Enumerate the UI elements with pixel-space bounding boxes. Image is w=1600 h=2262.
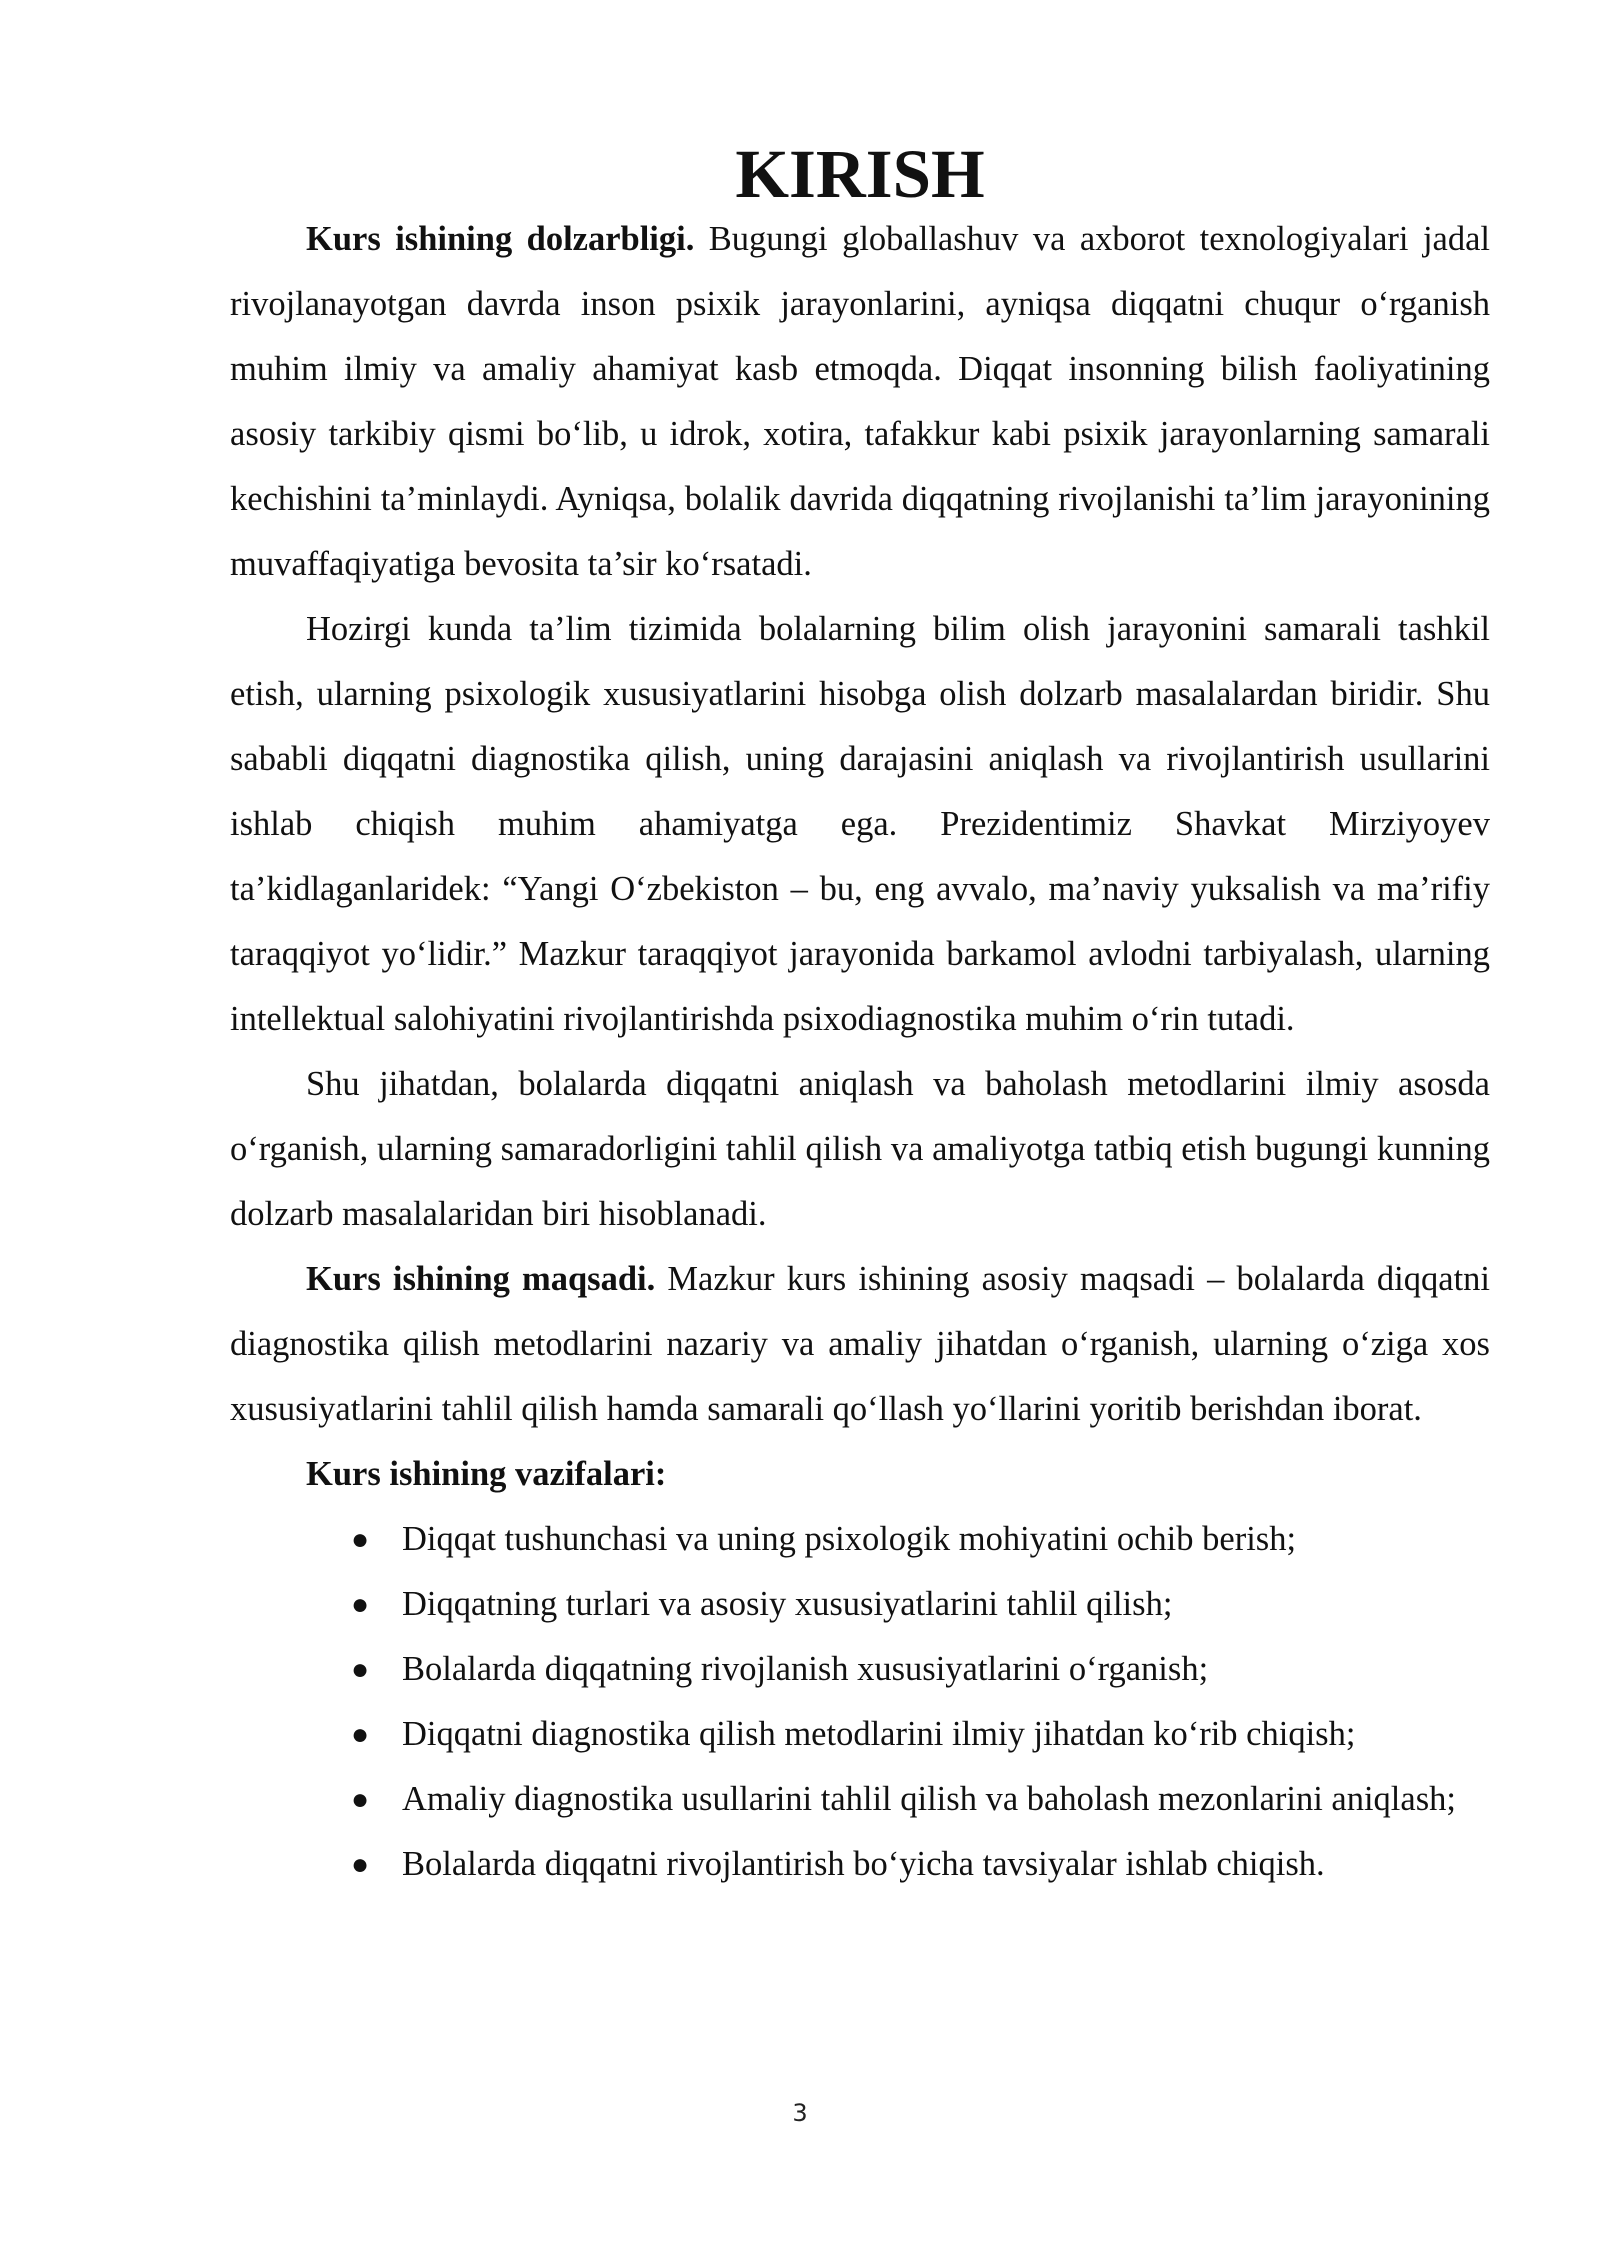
paragraph-goal (230, 1247, 1490, 1442)
methods-study-text: Shu jihatdan, bolalarda diqqatni aniqlash va baholash metodlarini ilmiy asosda o‘rganish, ularning samaradorligini tahlil qilish va amaliyotga tatbiq etish bugungi kunning dolzarb masalalaridan biri hisoblanadi. (230, 1065, 1490, 1233)
task-text: Amaliy diagnostika usullarini tahlil qilish va baholash mezonlarini aniqlash; (402, 1780, 1456, 1818)
bullet-icon: ● (350, 1523, 370, 1556)
list-item (350, 1767, 1490, 1832)
education-system-text: Hozirgi kunda ta’lim tizimida bolalarning bilim olish jarayonini samarali tashkil etish, ularning psixologik xususiyatlarini hisobga olish dolzarb masalalardan biridir. Shu sababli diqqatni diagnostika qilish, uning darajasini aniqlash va rivojlantirish usullarini ishlab chiqish muhim ahamiyatga ega. Prezidentimiz Shavkat Mirziyoyev ta’kidlaganlaridek: “Yangi O‘zbekiston – bu, eng avvalo, ma’naviy yuksalish va ma’rifiy taraqqiyot yo‘lidir.” Mazkur taraqqiyot jarayonida barkamol avlodni tarbiyalash, ularning intellektual salohiyatini rivojlantirishda psixodiagnostika muhim o‘rin tutadi. (230, 610, 1490, 1038)
list-item (350, 1702, 1490, 1767)
bullet-icon: ● (350, 1588, 370, 1621)
page-title: KIRISH (735, 136, 985, 212)
page-number: 3 (792, 2099, 808, 2127)
goal-text: Mazkur kurs ishining asosiy maqsadi – bolalarda diqqatni diagnostika qilish metodlarini nazariy va amaliy jihatdan o‘rganish, ularning o‘ziga xos xususiyatlarini tahlil qilish hamda samarali qo‘llash yo‘llarini yoritib berishdan iborat. (230, 1260, 1490, 1428)
paragraph-relevance (230, 207, 1490, 597)
page-content (230, 136, 1490, 1897)
list-item (350, 1832, 1490, 1897)
tasks-list (230, 1507, 1490, 1897)
tasks-heading: Kurs ishining vazifalari: (306, 1455, 667, 1493)
task-text: Bolalarda diqqatning rivojlanish xususiyatlarini o‘rganish; (402, 1650, 1209, 1688)
bullet-icon: ● (350, 1783, 370, 1816)
task-text: Diqqatning turlari va asosiy xususiyatlarini tahlil qilish; (402, 1585, 1173, 1623)
paragraph-methods-study (230, 1052, 1490, 1247)
task-text: Bolalarda diqqatni rivojlantirish bo‘yicha tavsiyalar ishlab chiqish. (402, 1845, 1325, 1883)
relevance-text: Bugungi globallashuv va axborot texnologiyalari jadal rivojlanayotgan davrda inson psixik jarayonlarini, ayniqsa diqqatni chuqur o‘rganish muhim ilmiy va amaliy ahamiyat kasb etmoqda. Diqqat insonning bilish faoliyatining asosiy tarkibiy qismi bo‘lib, u idrok, xotira, tafakkur kabi psixik jarayonlarning samarali kechishini ta’minlaydi. Ayniqsa, bolalik davrida diqqatning rivojlanishi ta’lim jarayonining muvaffaqiyatiga bevosita ta’sir ko‘rsatadi. (230, 220, 1490, 583)
bullet-icon: ● (350, 1653, 370, 1686)
task-text: Diqqat tushunchasi va uning psixologik mohiyatini ochib berish; (402, 1520, 1297, 1558)
list-item (350, 1637, 1490, 1702)
relevance-heading: Kurs ishining dolzarbligi. (306, 220, 695, 258)
goal-heading: Kurs ishining maqsadi. (306, 1260, 656, 1298)
task-text: Diqqatni diagnostika qilish metodlarini ilmiy jihatdan ko‘rib chiqish; (402, 1715, 1356, 1753)
bullet-icon: ● (350, 1718, 370, 1751)
list-item (350, 1507, 1490, 1572)
paragraph-education-system (230, 597, 1490, 1052)
list-item (350, 1572, 1490, 1637)
bullet-icon: ● (350, 1848, 370, 1881)
